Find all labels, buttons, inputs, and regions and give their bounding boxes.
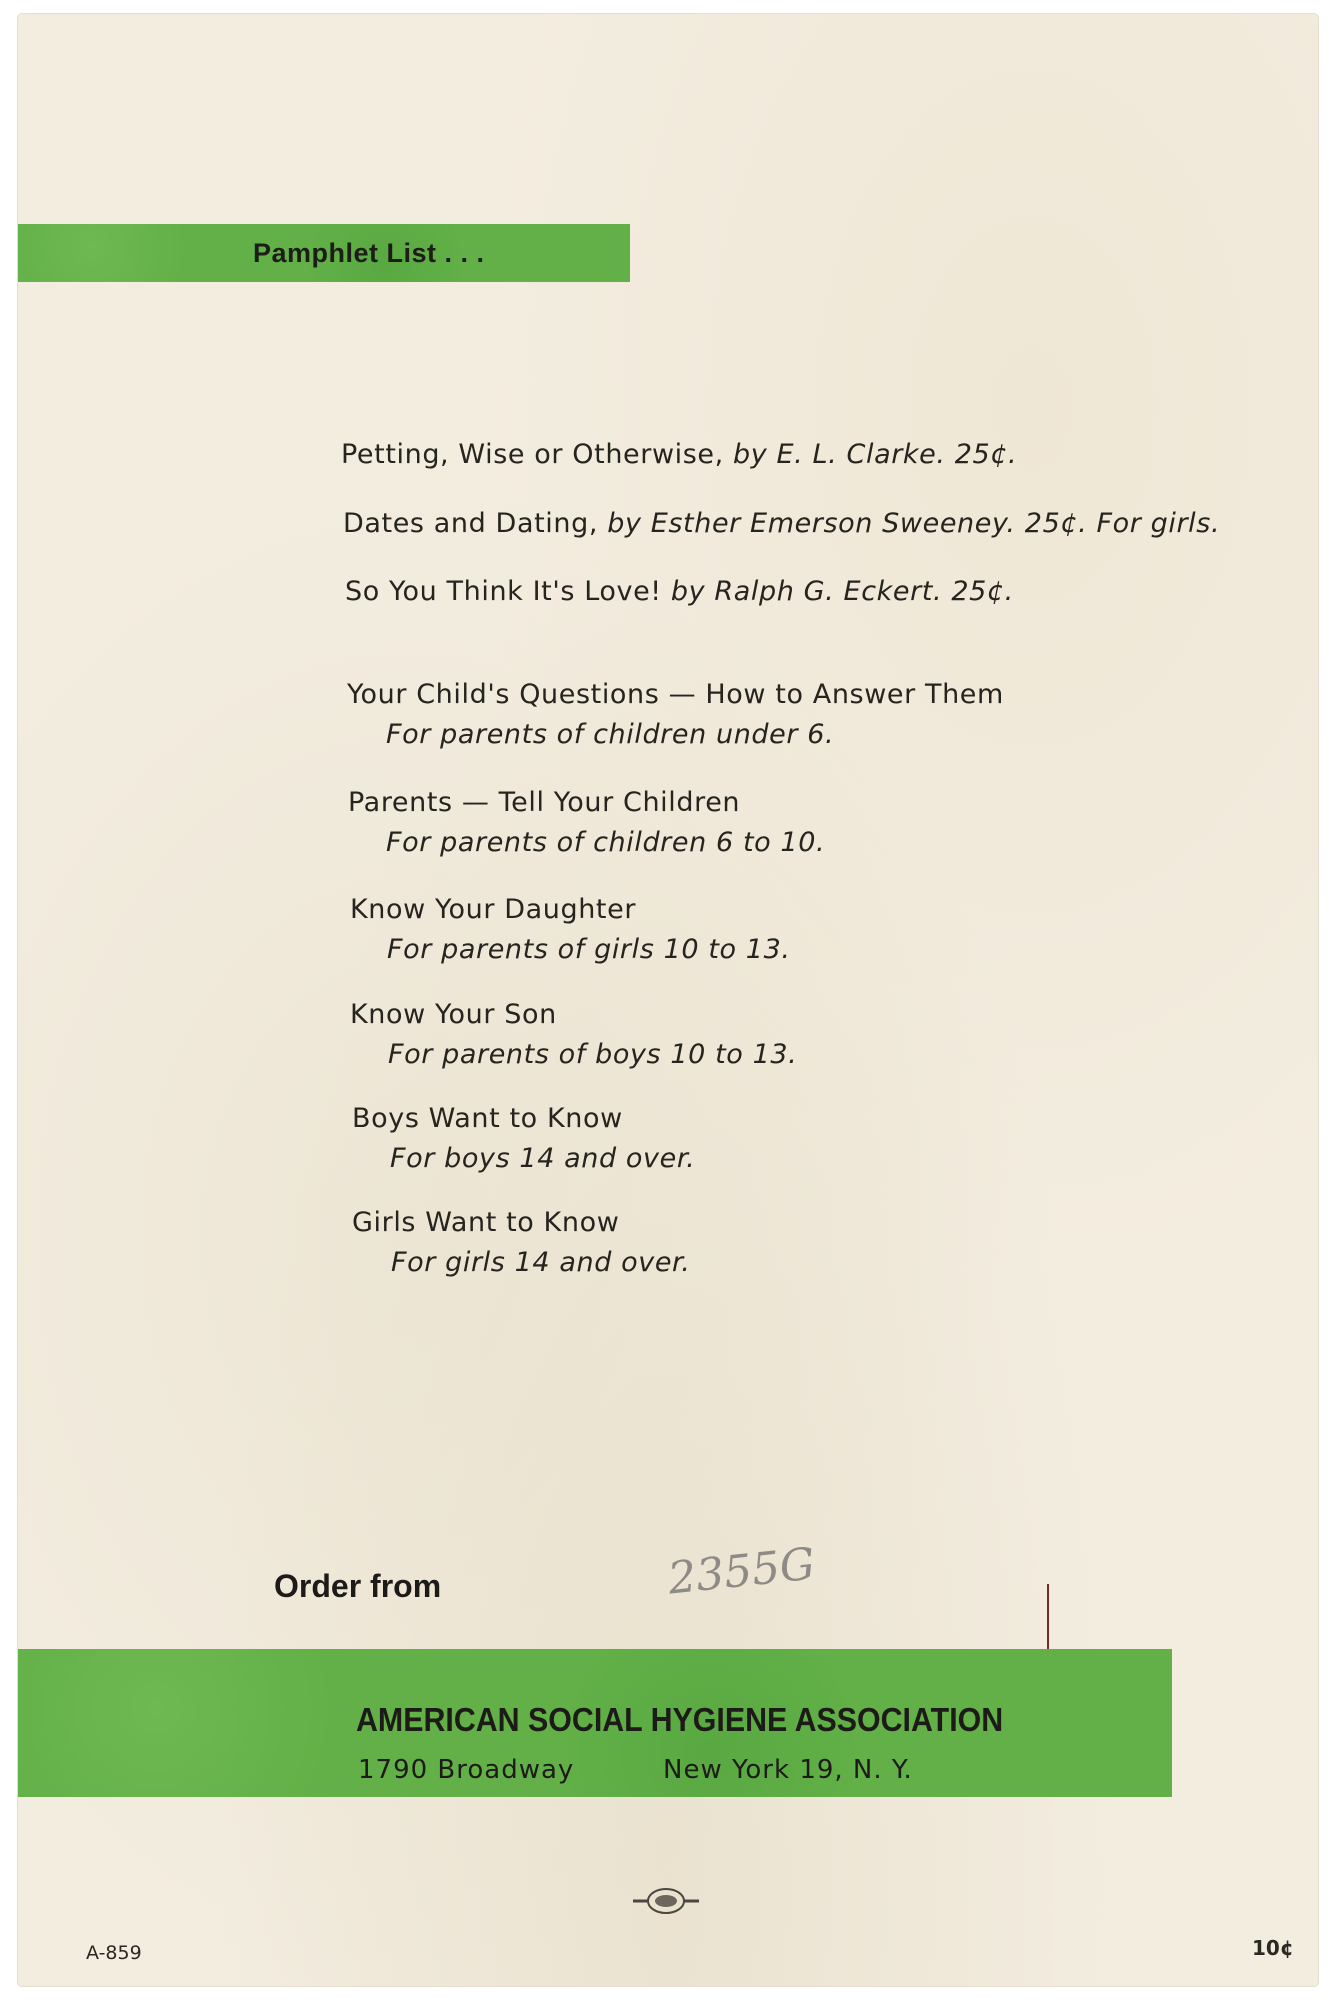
order-from-label: Order from — [274, 1568, 442, 1604]
association-band — [18, 1649, 1172, 1797]
pamphlet-title: Know Your Son — [350, 999, 557, 1030]
pamphlet-title: Girls Want to Know — [352, 1207, 620, 1238]
pamphlet-item — [341, 439, 1017, 470]
pamphlet-audience: For parents of boys 10 to 13. — [388, 1039, 798, 1070]
association-street: 1790 Broadway — [358, 1755, 575, 1785]
pamphlet-audience: For boys 14 and over. — [390, 1143, 696, 1174]
pamphlet-audience: For parents of children 6 to 10. — [386, 827, 826, 858]
handwritten-note: 2355G — [665, 1538, 818, 1605]
union-bug-icon — [631, 1884, 701, 1918]
pamphlet-item — [343, 508, 1220, 539]
pamphlet-details: by Ralph G. Eckert. 25¢. — [661, 576, 1014, 607]
pamphlet-audience: For girls 14 and over. — [391, 1247, 691, 1278]
pamphlet-details: by Esther Emerson Sweeney. 25¢. For girls. — [598, 508, 1221, 539]
pamphlet-title: Boys Want to Know — [352, 1103, 623, 1134]
form-number: A-859 — [86, 1942, 142, 1964]
header-title: Pamphlet List . . . — [253, 238, 485, 268]
pamphlet-title: So You Think It's Love! — [345, 576, 662, 607]
association-city: New York 19, N. Y. — [663, 1755, 913, 1785]
pamphlet-back-cover — [18, 14, 1318, 1986]
pamphlet-audience: For parents of girls 10 to 13. — [387, 934, 791, 965]
pamphlet-title: Dates and Dating, — [343, 508, 599, 539]
pamphlet-title: Parents — Tell Your Children — [348, 787, 741, 818]
pamphlet-details: by E. L. Clarke. 25¢. — [723, 439, 1018, 470]
pamphlet-title: Your Child's Questions — How to Answer Them — [347, 679, 1004, 710]
pamphlet-title: Know Your Daughter — [350, 894, 637, 925]
pamphlet-item — [345, 576, 1014, 607]
association-name: AMERICAN SOCIAL HYGIENE ASSOCIATION — [356, 1701, 1004, 1738]
cover-price: 10¢ — [1252, 1936, 1294, 1960]
pamphlet-title: Petting, Wise or Otherwise, — [341, 439, 724, 470]
pamphlet-audience: For parents of children under 6. — [386, 719, 835, 750]
